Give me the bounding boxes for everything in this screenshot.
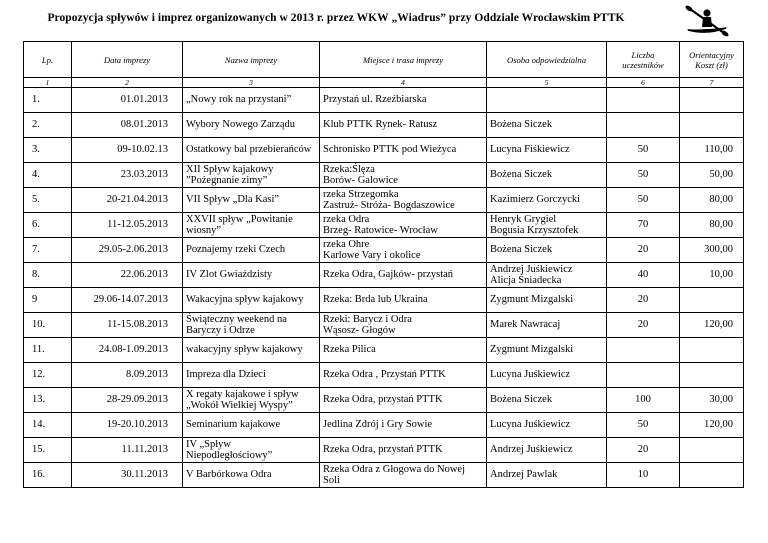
row-number-cell: 8. xyxy=(24,263,72,288)
table-row xyxy=(24,438,744,463)
table-row xyxy=(24,263,744,288)
event-name-cell: IV Zlot Gwiaździsty xyxy=(183,263,320,288)
event-name-cell: VII Spływ „Dla Kasi” xyxy=(183,188,320,213)
participant-count-cell: 20 xyxy=(607,288,680,313)
table-row xyxy=(24,363,744,388)
responsible-person-cell: Zygmunt Mizgalski xyxy=(487,338,607,363)
cost-cell xyxy=(680,113,744,138)
event-date-cell: 8.09.2013 xyxy=(72,363,183,388)
participant-count-cell: 50 xyxy=(607,413,680,438)
event-place-cell: Klub PTTK Rynek- Ratusz xyxy=(320,113,487,138)
event-place-cell: Rzeka Odra z Głogowa do Nowej Soli xyxy=(320,463,487,488)
table-row xyxy=(24,138,744,163)
table-row xyxy=(24,88,744,113)
cost-cell xyxy=(680,338,744,363)
event-name-cell: wakacyjny spływ kajakowy xyxy=(183,338,320,363)
row-number-cell: 3. xyxy=(24,138,72,163)
event-name-cell: Świąteczny weekend na Baryczy i Odrze xyxy=(183,313,320,338)
responsible-person-cell: Bożena Siczek xyxy=(487,113,607,138)
event-place-cell: Schronisko PTTK pod Wieżyca xyxy=(320,138,487,163)
row-number-cell: 4. xyxy=(24,163,72,188)
event-date-cell: 24.08-1.09.2013 xyxy=(72,338,183,363)
participant-count-cell: 20 xyxy=(607,438,680,463)
event-place-cell: Rzeka Odra, przystań PTTK xyxy=(320,388,487,413)
responsible-person-cell: Lucyna Juśkiewicz xyxy=(487,413,607,438)
table-row xyxy=(24,388,744,413)
responsible-person-cell: Andrzej Juśkiewicz Alicja Śniadecka xyxy=(487,263,607,288)
responsible-person-cell: Zygmunt Mizgalski xyxy=(487,288,607,313)
event-date-cell: 01.01.2013 xyxy=(72,88,183,113)
event-place-cell: rzeka Ohre Karlowe Vary i okolice xyxy=(320,238,487,263)
event-place-cell: Rzeka Odra, przystań PTTK xyxy=(320,438,487,463)
table-row xyxy=(24,238,744,263)
column-header: Lp. xyxy=(24,42,72,78)
event-date-cell: 11.11.2013 xyxy=(72,438,183,463)
event-name-cell: X regaty kajakowe i spływ „Wokół Wielkiej Wyspy” xyxy=(183,388,320,413)
event-place-cell: Rzeka Pilica xyxy=(320,338,487,363)
document-title: Propozycja spływów i imprez organizowanych w 2013 r. przez WKW „Wiadrus” przy Oddziale Wrocławskim PTTK xyxy=(47,12,625,24)
events-table xyxy=(23,41,744,488)
cost-cell xyxy=(680,363,744,388)
event-place-cell: rzeka Strzegomka Zastruż- Stróża- Bogdaszowice xyxy=(320,188,487,213)
table-row xyxy=(24,288,744,313)
cost-cell: 120,00 xyxy=(680,313,744,338)
cost-cell xyxy=(680,288,744,313)
responsible-person-cell: Lucyna Fiśkiewicz xyxy=(487,138,607,163)
column-number: 1 xyxy=(24,78,72,88)
event-name-cell: Impreza dla Dzieci xyxy=(183,363,320,388)
responsible-person-cell: Lucyna Juśkiewicz xyxy=(487,363,607,388)
event-place-cell: Rzeka Odra, Gajków- przystań xyxy=(320,263,487,288)
responsible-person-cell: Marek Nawracaj xyxy=(487,313,607,338)
row-number-cell: 2. xyxy=(24,113,72,138)
column-number: 6 xyxy=(607,78,680,88)
event-place-cell: rzeka Odra Brzeg- Ratowice- Wrocław xyxy=(320,213,487,238)
event-name-cell: Wakacyjna spływ kajakowy xyxy=(183,288,320,313)
event-place-cell: Rzeki: Barycz i Odra Wąsosz- Głogów xyxy=(320,313,487,338)
participant-count-cell: 40 xyxy=(607,263,680,288)
event-place-cell: Rzeka:Ślęza Borów- Galowice xyxy=(320,163,487,188)
column-number: 3 xyxy=(183,78,320,88)
column-number: 5 xyxy=(487,78,607,88)
event-name-cell: Ostatkowy bal przebierańców xyxy=(183,138,320,163)
row-number-cell: 6. xyxy=(24,213,72,238)
cost-cell: 10,00 xyxy=(680,263,744,288)
event-date-cell: 22.06.2013 xyxy=(72,263,183,288)
event-date-cell: 29.06-14.07.2013 xyxy=(72,288,183,313)
column-header: Data imprezy xyxy=(72,42,183,78)
responsible-person-cell: Bożena Siczek xyxy=(487,163,607,188)
column-number: 7 xyxy=(680,78,744,88)
column-header: Nazwa imprezy xyxy=(183,42,320,78)
cost-cell: 110,00 xyxy=(680,138,744,163)
participant-count-cell xyxy=(607,88,680,113)
event-name-cell: XII Spływ kajakowy ”Pożegnanie zimy” xyxy=(183,163,320,188)
event-place-cell: Rzeka Odra , Przystań PTTK xyxy=(320,363,487,388)
row-number-cell: 5. xyxy=(24,188,72,213)
row-number-cell: 13. xyxy=(24,388,72,413)
column-number: 4 xyxy=(320,78,487,88)
responsible-person-cell: Bożena Siczek xyxy=(487,388,607,413)
cost-cell xyxy=(680,463,744,488)
event-name-cell: XXVII spływ „Powitanie wiosny” xyxy=(183,213,320,238)
event-place-cell: Jedlina Zdrój i Gry Sowie xyxy=(320,413,487,438)
cost-cell: 80,00 xyxy=(680,188,744,213)
table-header-row xyxy=(24,42,744,78)
participant-count-cell: 50 xyxy=(607,163,680,188)
participant-count-cell: 70 xyxy=(607,213,680,238)
row-number-cell: 15. xyxy=(24,438,72,463)
table-row xyxy=(24,163,744,188)
event-date-cell: 11-15.08.2013 xyxy=(72,313,183,338)
table-row xyxy=(24,463,744,488)
column-number: 2 xyxy=(72,78,183,88)
event-name-cell: „Nowy rok na przystani” xyxy=(183,88,320,113)
cost-cell: 80,00 xyxy=(680,213,744,238)
cost-cell: 300,00 xyxy=(680,238,744,263)
event-name-cell: Wybory Nowego Zarządu xyxy=(183,113,320,138)
participant-count-cell xyxy=(607,338,680,363)
table-row xyxy=(24,313,744,338)
cost-cell xyxy=(680,88,744,113)
row-number-cell: 16. xyxy=(24,463,72,488)
row-number-cell: 9 xyxy=(24,288,72,313)
table-row xyxy=(24,213,744,238)
cost-cell: 30,00 xyxy=(680,388,744,413)
event-place-cell: Rzeka: Brda lub Ukraina xyxy=(320,288,487,313)
responsible-person-cell: Henryk Grygiel Bogusia Krzysztofek xyxy=(487,213,607,238)
responsible-person-cell xyxy=(487,88,607,113)
cost-cell: 120,00 xyxy=(680,413,744,438)
row-number-cell: 7. xyxy=(24,238,72,263)
participant-count-cell xyxy=(607,113,680,138)
event-date-cell: 28-29.09.2013 xyxy=(72,388,183,413)
event-place-cell: Przystań ul. Rzeźbiarska xyxy=(320,88,487,113)
column-header: Liczba uczestników xyxy=(607,42,680,78)
column-header: Orientacyjny Koszt (zł) xyxy=(680,42,744,78)
event-date-cell: 11-12.05.2013 xyxy=(72,213,183,238)
event-name-cell: IV „Spływ Niepodległościowy” xyxy=(183,438,320,463)
row-number-cell: 11. xyxy=(24,338,72,363)
participant-count-cell: 20 xyxy=(607,238,680,263)
responsible-person-cell: Andrzej Pawlak xyxy=(487,463,607,488)
event-name-cell: V Barbórkowa Odra xyxy=(183,463,320,488)
event-date-cell: 23.03.2013 xyxy=(72,163,183,188)
participant-count-cell: 10 xyxy=(607,463,680,488)
row-number-cell: 12. xyxy=(24,363,72,388)
table-row xyxy=(24,113,744,138)
event-date-cell: 29.05-2.06.2013 xyxy=(72,238,183,263)
table-row xyxy=(24,188,744,213)
kayak-paddler-icon xyxy=(684,5,730,39)
event-date-cell: 08.01.2013 xyxy=(72,113,183,138)
event-name-cell: Poznajemy rzeki Czech xyxy=(183,238,320,263)
responsible-person-cell: Kazimierz Gorczycki xyxy=(487,188,607,213)
participant-count-cell: 20 xyxy=(607,313,680,338)
cost-cell: 50,00 xyxy=(680,163,744,188)
event-date-cell: 20-21.04.2013 xyxy=(72,188,183,213)
event-date-cell: 30.11.2013 xyxy=(72,463,183,488)
table-row xyxy=(24,413,744,438)
row-number-cell: 10. xyxy=(24,313,72,338)
responsible-person-cell: Andrzej Juśkiewicz xyxy=(487,438,607,463)
event-date-cell: 09-10.02.13 xyxy=(72,138,183,163)
column-number-row xyxy=(24,78,744,88)
row-number-cell: 1. xyxy=(24,88,72,113)
column-header: Osoba odpowiedzialna xyxy=(487,42,607,78)
responsible-person-cell: Bożena Siczek xyxy=(487,238,607,263)
participant-count-cell xyxy=(607,363,680,388)
participant-count-cell: 50 xyxy=(607,138,680,163)
event-name-cell: Seminarium kajakowe xyxy=(183,413,320,438)
participant-count-cell: 100 xyxy=(607,388,680,413)
event-date-cell: 19-20.10.2013 xyxy=(72,413,183,438)
participant-count-cell: 50 xyxy=(607,188,680,213)
column-header: Miejsce i trasa imprezy xyxy=(320,42,487,78)
table-row xyxy=(24,338,744,363)
row-number-cell: 14. xyxy=(24,413,72,438)
cost-cell xyxy=(680,438,744,463)
